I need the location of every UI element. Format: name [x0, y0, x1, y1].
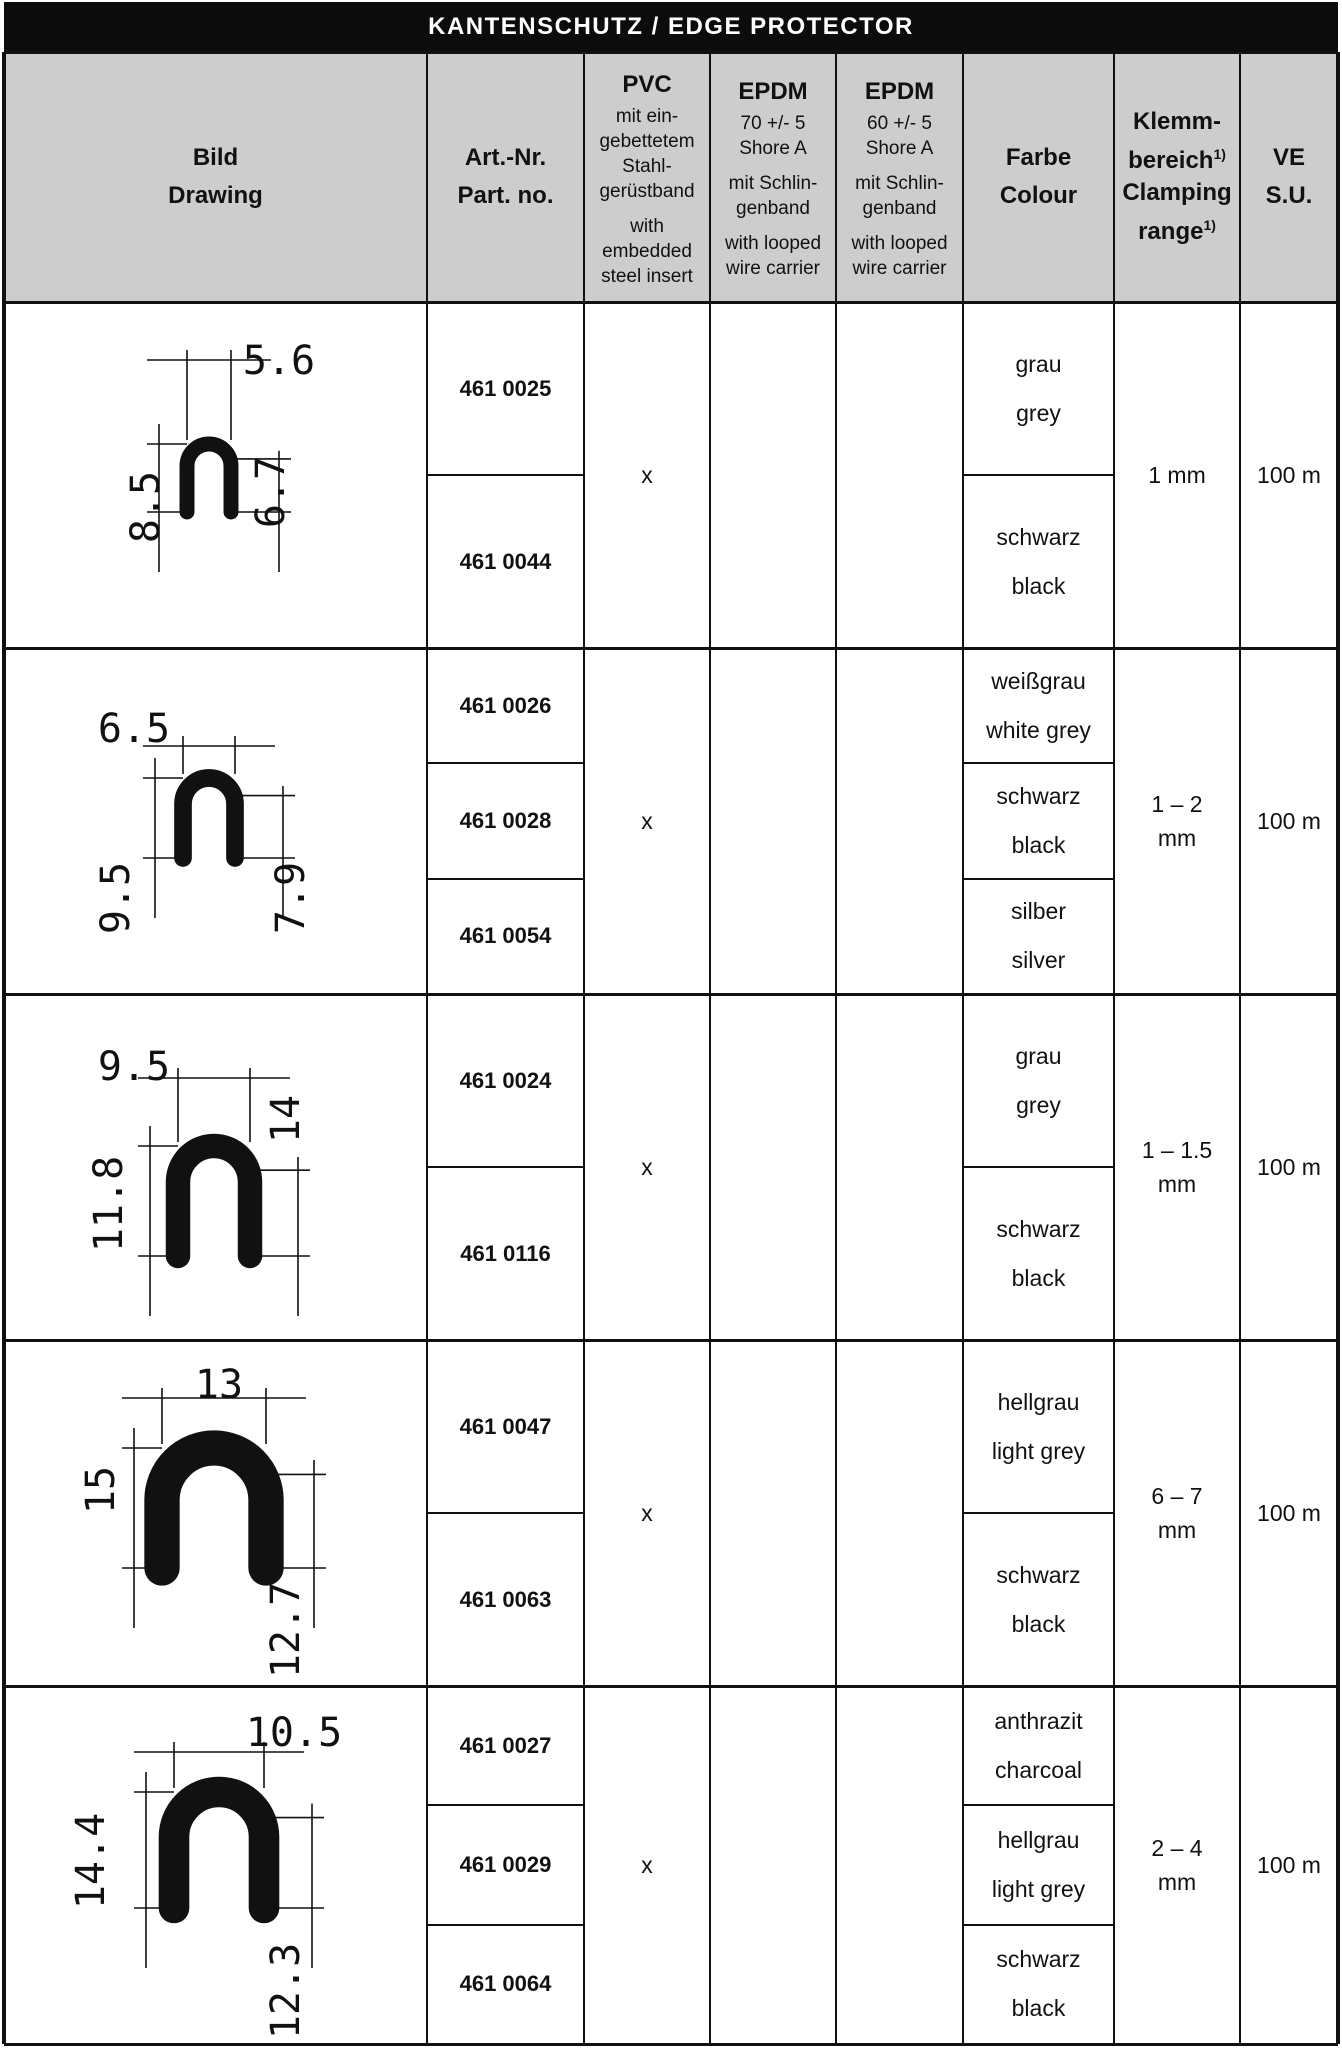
- header-epdm70-title: EPDM: [738, 78, 808, 105]
- header-part-no-label: Art.-Nr.: [464, 144, 547, 171]
- rule-vertical: [426, 52, 428, 2044]
- page-title: KANTENSCHUTZ / EDGE PROTECTOR: [4, 2, 1338, 52]
- clamping-cell: [1114, 994, 1240, 1340]
- rule-vertical: [1113, 52, 1115, 2044]
- clamping-value: 1 – 1.5: [1141, 1137, 1213, 1163]
- dimension-label: 12.3: [263, 1942, 309, 2040]
- colour-name: silver: [1011, 947, 1066, 974]
- dimension-label: 6.7: [248, 455, 294, 529]
- header-epdm60-text: with looped: [851, 233, 948, 254]
- colour-cell: [963, 475, 1114, 648]
- dimension-label: 14: [263, 1094, 309, 1144]
- part-number-cell: [427, 1925, 584, 2044]
- part-number: 461 0024: [459, 1067, 552, 1093]
- dimension-label: 10.5: [245, 1710, 343, 1756]
- header-pvc-text: Stahl-: [622, 155, 672, 177]
- colour-name: grey: [1016, 1091, 1061, 1118]
- clamping-value: 1 mm: [1148, 462, 1206, 488]
- clamping-value: mm: [1157, 825, 1197, 851]
- header-epdm70-text: genband: [736, 198, 810, 219]
- clamping-cell: [1114, 1686, 1240, 2044]
- rule-horizontal: [963, 474, 1114, 476]
- dimension-label: 15: [78, 1465, 124, 1515]
- profile-drawing: [4, 302, 427, 648]
- colour-name: black: [1011, 1610, 1066, 1637]
- part-number-cell: [427, 994, 584, 1167]
- colour-name: black: [1011, 572, 1066, 599]
- dimension-label: 9.5: [93, 861, 139, 935]
- su-value: 100 m: [1257, 1499, 1321, 1526]
- colour-name: grau: [1015, 350, 1062, 377]
- dimension-label: 12.7: [263, 1581, 309, 1679]
- colour-cell: [963, 994, 1114, 1167]
- part-number: 461 0027: [459, 1732, 552, 1758]
- part-number: 461 0063: [459, 1586, 552, 1612]
- clamping-cell: [1114, 302, 1240, 648]
- header-colour-label: Colour: [999, 182, 1078, 209]
- colour-cell: [963, 1340, 1114, 1513]
- rule-horizontal: [963, 762, 1114, 764]
- clamping-value: mm: [1157, 1517, 1197, 1543]
- header-colour: [963, 52, 1114, 302]
- colour-name: hellgrau: [997, 1388, 1080, 1415]
- header-part-no-label: Part. no.: [457, 182, 554, 209]
- header-clamping-line: [1122, 177, 1231, 209]
- header-epdm60: [836, 52, 963, 302]
- su-cell: [1240, 994, 1338, 1340]
- colour-name: schwarz: [996, 782, 1081, 809]
- clamping-value: 2 – 4: [1151, 1835, 1203, 1861]
- part-number: 461 0026: [459, 692, 552, 718]
- header-drawing-label: Bild: [192, 144, 239, 171]
- part-number-cell: [427, 763, 584, 878]
- pvc-mark-cell: [584, 1340, 710, 1686]
- colour-cell: [963, 763, 1114, 878]
- su-cell: [1240, 302, 1338, 648]
- su-value: 100 m: [1257, 461, 1321, 488]
- colour-cell: [963, 1686, 1114, 1805]
- rule-horizontal: [427, 762, 584, 764]
- rule-horizontal: [963, 1512, 1114, 1514]
- header-clamping-label: range: [1138, 218, 1204, 245]
- pvc-mark-cell: [584, 994, 710, 1340]
- header-pvc: [584, 52, 710, 302]
- edge-profile-insert: [198, 1166, 230, 1247]
- header-epdm60-text: Shore A: [865, 138, 934, 159]
- profile-drawing: [4, 994, 427, 1340]
- colour-name: anthrazit: [994, 1707, 1083, 1734]
- pvc-mark-cell: [584, 648, 710, 994]
- part-number-cell: [427, 1805, 584, 1924]
- colour-cell: [963, 1805, 1114, 1924]
- edge-profile-insert: [199, 1817, 240, 1899]
- colour-cell: [963, 1167, 1114, 1340]
- edge-profile-insert: [199, 456, 219, 506]
- su-cell: [1240, 1340, 1338, 1686]
- su-cell: [1240, 648, 1338, 994]
- colour-name: schwarz: [996, 1215, 1081, 1242]
- rule-horizontal: [427, 474, 584, 476]
- pvc-mark: x: [641, 1851, 653, 1878]
- footnote-mark: 1): [1213, 146, 1226, 162]
- part-number: 461 0028: [459, 807, 552, 833]
- dimension-label: 5.6: [242, 338, 316, 384]
- colour-cell: [963, 648, 1114, 763]
- dimension-label: 8.5: [123, 470, 169, 544]
- profile-drawing: [4, 1340, 427, 1686]
- rule-horizontal: [427, 1512, 584, 1514]
- colour-name: schwarz: [996, 1946, 1081, 1973]
- colour-cell: [963, 302, 1114, 475]
- header-pvc-text: gerüstband: [599, 180, 695, 202]
- colour-name: black: [1011, 1264, 1066, 1291]
- profile-drawing: [4, 648, 427, 994]
- rule-horizontal: [963, 1924, 1114, 1926]
- pvc-mark: x: [641, 461, 653, 488]
- header-pvc-text: with: [630, 215, 664, 237]
- pvc-mark-cell: [584, 302, 710, 648]
- part-number: 461 0029: [459, 1851, 552, 1877]
- su-cell: [1240, 1686, 1338, 2044]
- header-clamping-line: [1133, 106, 1221, 138]
- header-epdm60-text: mit Schlin-: [855, 173, 944, 194]
- header-drawing: [4, 52, 427, 302]
- colour-cell: [963, 1513, 1114, 1686]
- rule-vertical: [2, 52, 6, 2044]
- colour-name: silber: [1011, 898, 1066, 925]
- rule-horizontal: [4, 51, 1338, 54]
- rule-vertical: [1336, 52, 1340, 2044]
- colour-name: black: [1011, 1995, 1066, 2022]
- su-value: 100 m: [1257, 807, 1321, 834]
- header-epdm70-text: 70 +/- 5: [740, 113, 806, 134]
- colour-name: charcoal: [995, 1756, 1082, 1783]
- part-number: 461 0047: [459, 1413, 552, 1439]
- header-clamping-line: [1128, 138, 1226, 177]
- edge-profile-hatch: [183, 778, 235, 858]
- part-number-cell: [427, 648, 584, 763]
- clamping-value: mm: [1157, 1171, 1197, 1197]
- header-pvc-text: steel insert: [601, 265, 693, 287]
- rule-horizontal: [4, 2043, 1338, 2046]
- colour-name: light grey: [991, 1437, 1086, 1464]
- colour-name: weißgrau: [991, 667, 1086, 694]
- dimension-label: 7.9: [268, 861, 314, 935]
- part-number-cell: [427, 879, 584, 994]
- edge-profile-insert: [191, 1477, 238, 1559]
- rule-vertical: [962, 52, 964, 2044]
- rule-horizontal: [427, 1804, 584, 1806]
- part-number: 461 0116: [460, 1240, 551, 1266]
- colour-cell: [963, 879, 1114, 994]
- header-su-label: VE: [1272, 144, 1305, 171]
- colour-name: hellgrau: [997, 1826, 1080, 1853]
- su-value: 100 m: [1257, 1153, 1321, 1180]
- header-su-label: S.U.: [1265, 182, 1313, 209]
- header-epdm60-text: genband: [862, 198, 937, 219]
- edge-profile-hatch: [162, 1448, 266, 1568]
- edge-profile-hatch: [187, 444, 231, 512]
- header-clamping: [1114, 52, 1240, 302]
- header-clamping-line: [1138, 209, 1216, 248]
- header-epdm60-text: 60 +/- 5: [867, 113, 932, 134]
- colour-name: grau: [1015, 1042, 1062, 1069]
- su-value: 100 m: [1257, 1851, 1321, 1878]
- header-part-no: [427, 52, 584, 302]
- rule-vertical: [835, 52, 837, 2044]
- header-clamping-label: Clamping: [1122, 179, 1232, 206]
- rule-horizontal: [963, 878, 1114, 880]
- rule-horizontal: [427, 878, 584, 880]
- header-clamping-label: Klemm-: [1132, 108, 1222, 135]
- colour-name: grey: [1016, 399, 1061, 426]
- footnote-mark: 1): [1203, 217, 1216, 233]
- rule-vertical: [709, 52, 711, 2044]
- header-pvc-text: gebettetem: [599, 130, 695, 152]
- header-epdm70-text: mit Schlin-: [728, 173, 818, 194]
- dimension-label: 6.5: [97, 706, 171, 752]
- rule-vertical: [583, 52, 585, 2044]
- header-epdm60-text: wire carrier: [852, 258, 947, 279]
- dimension-label: 9.5: [97, 1044, 171, 1090]
- rule-horizontal: [963, 1166, 1114, 1168]
- colour-name: black: [1011, 831, 1066, 858]
- header-drawing-label: Drawing: [168, 182, 263, 209]
- clamping-value: mm: [1157, 1869, 1197, 1895]
- part-number: 461 0054: [459, 923, 552, 949]
- part-number-cell: [427, 475, 584, 648]
- clamping-cell: [1114, 648, 1240, 994]
- header-pvc-text: embedded: [602, 240, 692, 262]
- colour-name: light grey: [991, 1875, 1086, 1902]
- clamping-value: 1 – 2: [1151, 791, 1203, 817]
- header-pvc-title: PVC: [622, 70, 672, 98]
- colour-cell: [963, 1925, 1114, 2044]
- colour-name: schwarz: [996, 523, 1081, 550]
- edge-profile-hatch: [174, 1792, 264, 1908]
- header-colour-label: Farbe: [1005, 144, 1072, 171]
- part-number-cell: [427, 1686, 584, 1805]
- header-clamping-label: bereich: [1128, 147, 1214, 174]
- profile-drawing: [4, 1686, 427, 2044]
- rule-horizontal: [427, 1166, 584, 1168]
- rule-horizontal: [427, 1924, 584, 1926]
- colour-name: white grey: [986, 716, 1091, 743]
- clamping-value: 6 – 7: [1151, 1483, 1203, 1509]
- part-number-cell: [427, 1340, 584, 1513]
- header-epdm70-text: with looped: [724, 233, 822, 254]
- header-epdm70: [710, 52, 836, 302]
- dimension-label: 14.4: [68, 1812, 114, 1910]
- edge-profile-hatch: [178, 1146, 250, 1256]
- part-number: 461 0044: [459, 548, 552, 574]
- edge-profile-insert: [197, 792, 220, 851]
- header-epdm60-title: EPDM: [864, 78, 935, 105]
- pvc-mark: x: [641, 1499, 653, 1526]
- part-number-cell: [427, 302, 584, 475]
- part-number-cell: [427, 1167, 584, 1340]
- header-pvc-text: mit ein-: [615, 105, 679, 127]
- part-number: 461 0064: [459, 1971, 552, 1997]
- part-number: 461 0025: [459, 375, 552, 401]
- header-su: [1240, 52, 1338, 302]
- rule-vertical: [1239, 52, 1241, 2044]
- rule-horizontal: [963, 1804, 1114, 1806]
- dimension-label: 11.8: [86, 1155, 132, 1253]
- header-epdm70-text: Shore A: [739, 138, 807, 159]
- colour-name: schwarz: [996, 1561, 1081, 1588]
- dimension-label: 13: [194, 1362, 244, 1408]
- pvc-mark: x: [641, 1153, 653, 1180]
- pvc-mark: x: [641, 807, 653, 834]
- pvc-mark-cell: [584, 1686, 710, 2044]
- part-number-cell: [427, 1513, 584, 1686]
- clamping-cell: [1114, 1340, 1240, 1686]
- header-epdm70-text: wire carrier: [726, 258, 820, 279]
